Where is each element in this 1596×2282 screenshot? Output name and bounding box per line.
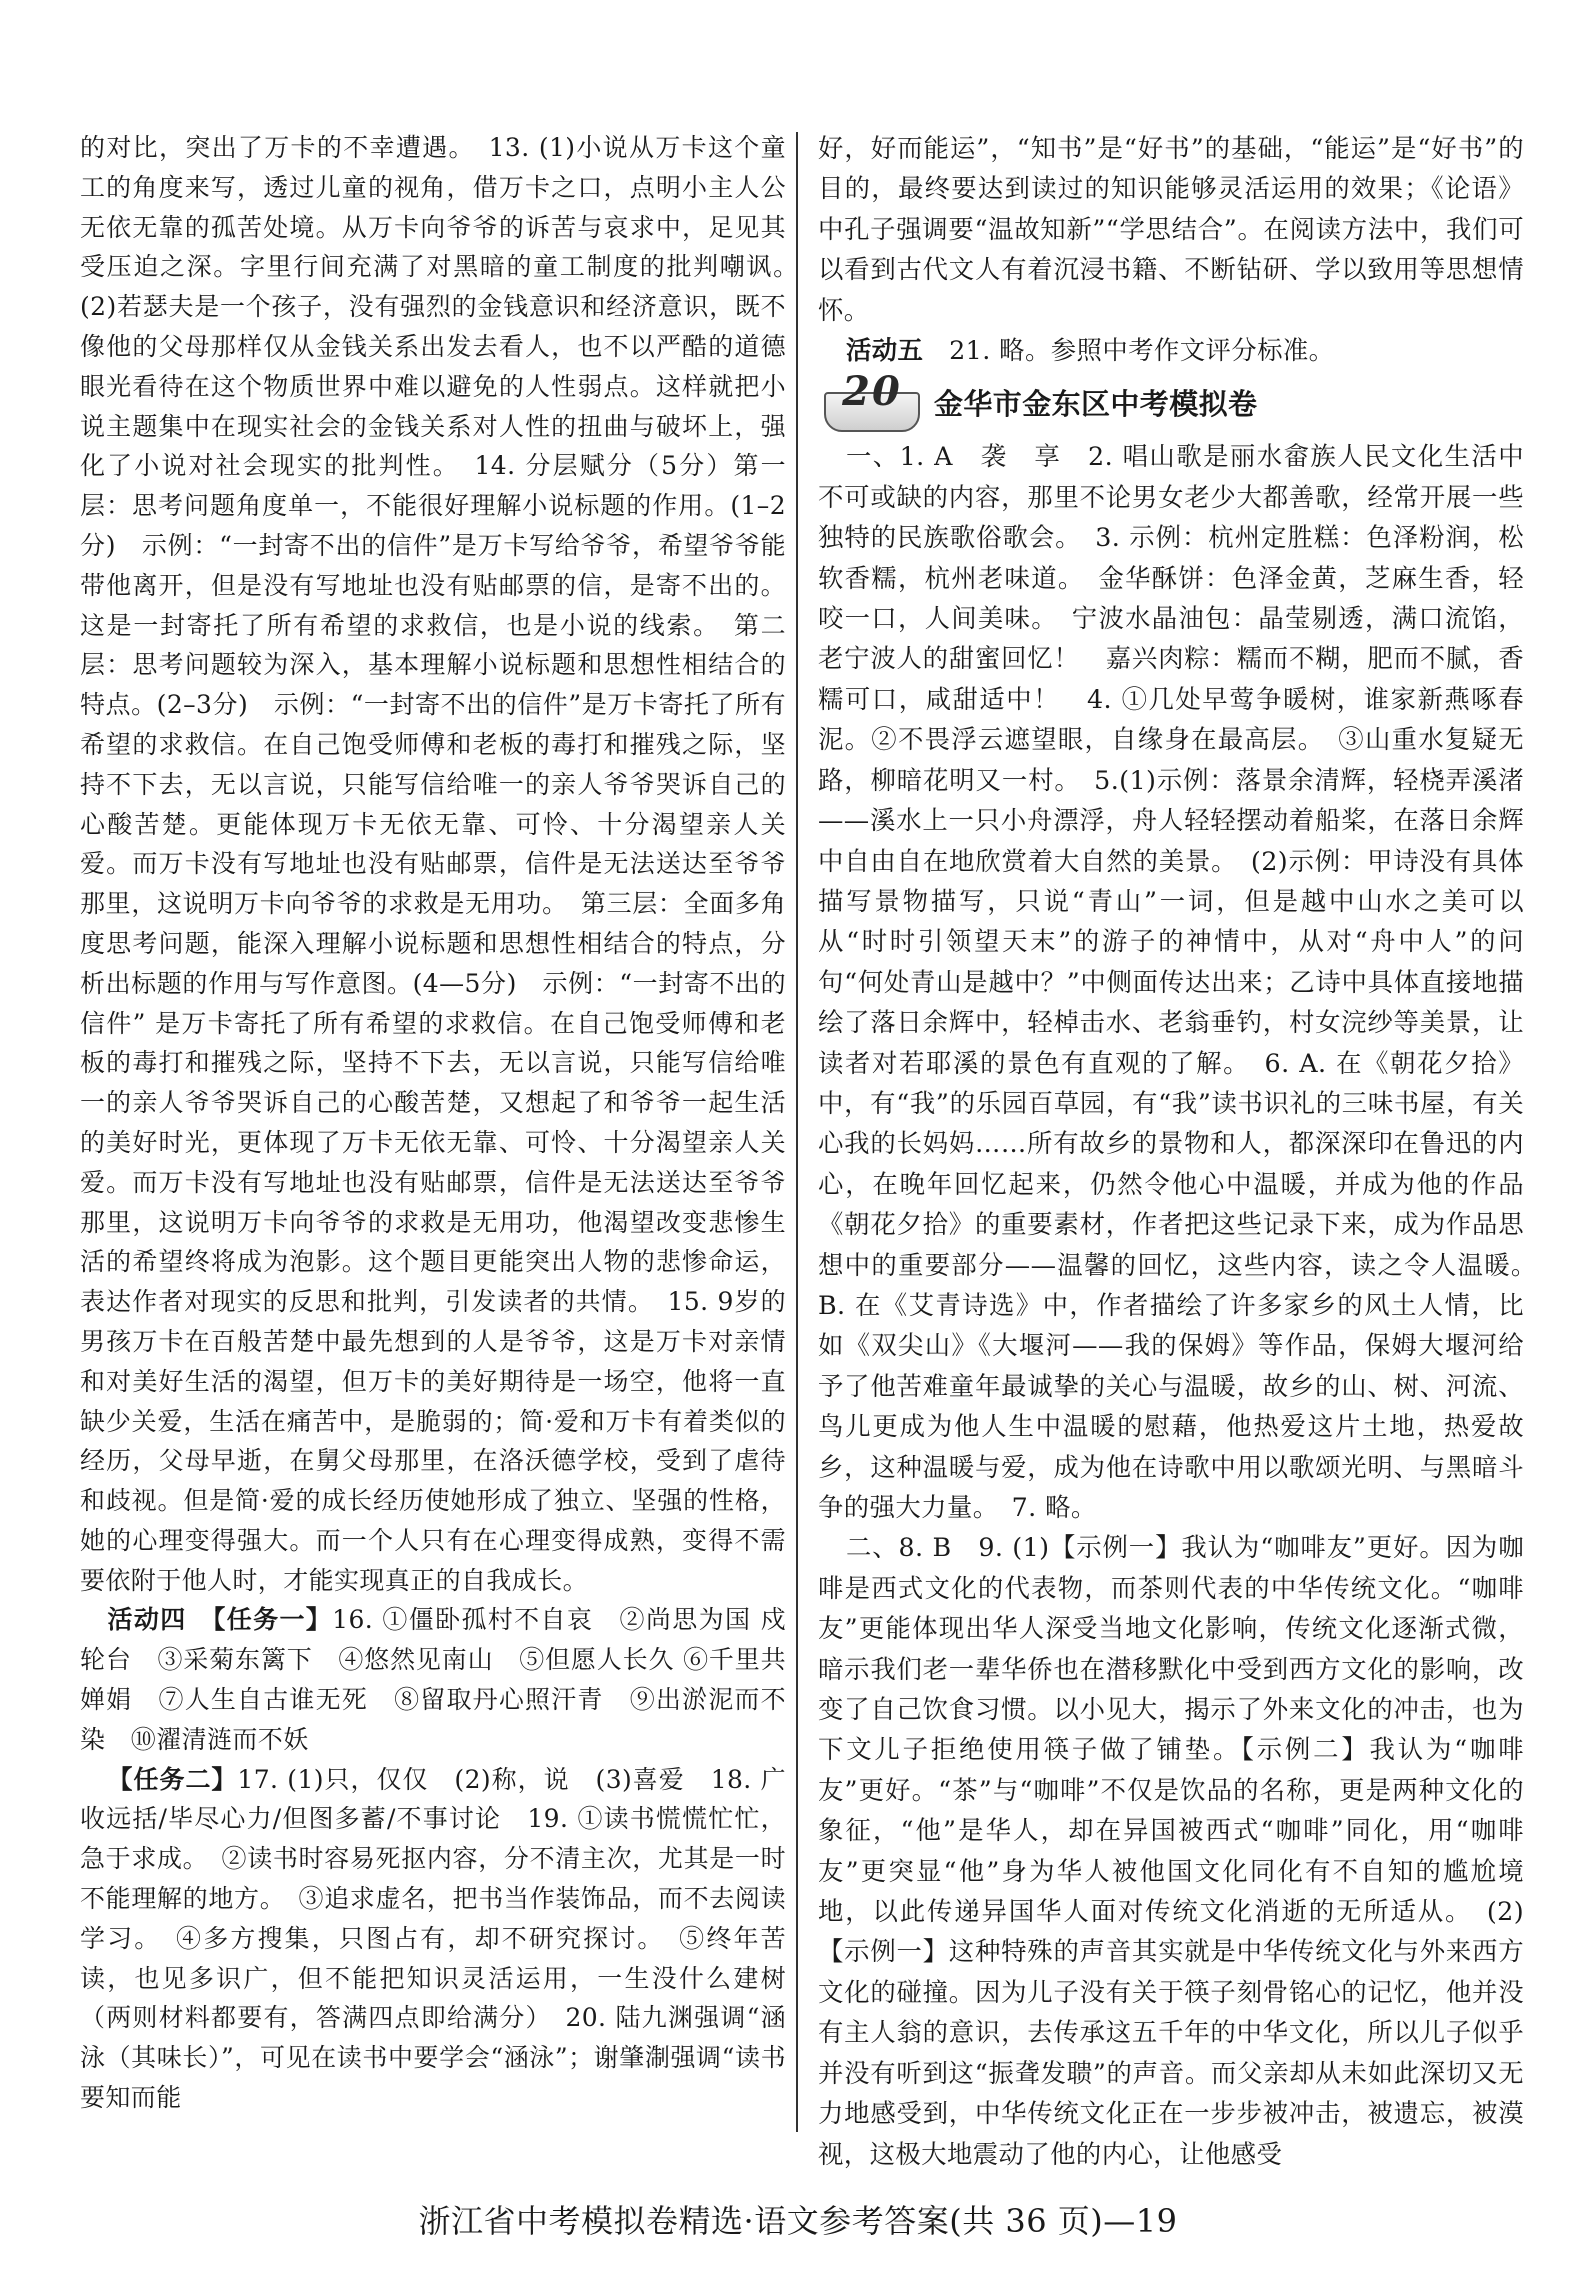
answer-paragraph: 的对比，突出了万卡的不幸遭遇。 13. (1)小说从万卡这个童工的角度来写，透过儿童的视角，借万卡之口，点明小主人公无依无靠的孤苦处境。从万卡向爷爷的诉苦与哀求中，足见其受压迫之深。字里行间充满了对黑暗的童工制度的批判嘲讽。 (2)若瑟夫是一个孩子，没有强烈的金钱意识和经济意识，既不像他的父母那样仅从金钱关系出发去看人，也不以严酷的道德眼光看待在这个物质世界中难以避免的人性弱点。这样就把小说主题集中在现实社会的金钱关系对人性的扭曲与破坏上，强化了小说对社会现实的批判性。 14. 分层赋分（5分）第一层：思考问题角度单一，不能很好理解小说标题的作用。(1–2分) 示例：“一封寄不出的信件”是万卡写给爷爷，希望爷爷能带他离开，但是没有写地址也没有贴邮票的信，是寄不出的。这是一封寄托了所有希望的求救信，也是小说的线索。 第二层：思考问题较为深入，基本理解小说标题和思想性相结合的特点。(2–3分) 示例：“一封寄不出的信件”是万卡寄托了所有希望的求救信。在自己饱受师傅和老板的毒打和摧残之际，坚持不下去，无以言说，只能写信给唯一的亲人爷爷哭诉自己的心酸苦楚。更能体现万卡无依无靠、可怜、十分渴望亲人关爱。而万卡没有写地址也没有贴邮票，信件是无法送达至爷爷那里，这说明万卡向爷爷的求救是无用功。 第三层：全面多角度思考问题，能深入理解小说标题和思想性相结合的特点，分析出标题的作用与写作意图。(4—5分) 示例：“一封寄不出的信件” 是万卡寄托了所有希望的求救信。在自己饱受师傅和老板的毒打和摧残之际，坚持不下去，无以言说，只能写信给唯一的亲人爷爷哭诉自己的心酸苦楚，又想起了和爷爷一起生活的美好时光，更体现了万卡无依无靠、可怜、十分渴望亲人关爱。而万卡没有写地址也没有贴邮票，信件是无法送达至爷爷那里，这说明万卡向爷爷的求救是无用功，他渴望改变悲惨生活的希望终将成为泡影。这个题目更能突出人物的悲惨命运，表达作者对现实的反思和批判，引发读者的共情。 15. 9岁的男孩万卡在百般苦楚中最先想到的人是爷爷，这是万卡对亲情和对美好生活的渴望，但万卡的美好期待是一场空，他将一直缺少关爱，生活在痛苦中，是脆弱的；简·爱和万卡有着类似的经历，父母早逝，在舅父母那里，在洛沃德学校，受到了虐待和歧视。但是简·爱的成长经历使她形成了独立、坚强的性格，她的心理变得强大。而一个人只有在心理变得成熟，变得不需要依附于他人时，才能实现真正的自我成长。 [80,133,812,1595]
right-column [818,128,1550,2174]
section-number: 20 [842,368,902,416]
task2-label: 【任务二】 [107,1764,238,1794]
section-header [822,368,1524,436]
activity5-paragraph [818,330,1524,370]
task2-paragraph [80,1760,786,2118]
task1-answers: 16. ①僵卧孤村不自哀 ②尚思为国 戍轮台 ③采菊东篱下 ④悠然见南山 ⑤但愿人长久 ⑥千里共婵娟 ⑦人生自古谁无死 ⑧留取丹心照汗青 ⑨出淤泥而不染 ⑩濯清涟而不妖 [80,1605,786,1754]
answer-paragraph: 好，好而能运”，“知书”是“好书”的基础，“能运”是“好书”的目的，最终要达到读过的知识能够灵活运用的效果；《论语》中孔子强调要“温故知新”“学思结合”。在阅读方法中，我们可以看到古代文人有着沉浸书籍、不断钻研、学以致用等思想情怀。 [818,133,1524,325]
answer-paragraph: 二、8. B 9. (1)【示例一】我认为“咖啡友”更好。因为咖啡是西式文化的代表物，而茶则代表的中华传统文化。“咖啡友”更能体现出华人深受当地文化影响，传统文化逐渐式微，暗示我们老一辈华侨也在潜移默化中受到西方文化的影响，改变了自己饮食习惯。以小见大，揭示了外来文化的冲击，也为下文儿子拒绝使用筷子做了铺垫。【示例二】我认为“咖啡友”更好。“茶”与“咖啡”不仅是饮品的名称，更是两种文化的象征，“他”是华人，却在异国被西式“咖啡”同化，用“咖啡友”更突显“他”身为华人被他国文化同化有不自知的尴尬境地，以此传递异国华人面对传统文化消逝的无所适从。 (2)【示例一】这种特殊的声音其实就是中华传统文化与外来西方文化的碰撞。因为儿子没有关于筷子刻骨铭心的记忆，他并没有主人翁的意识，去传承这五千年的中华文化，所以儿子似乎并没有听到这“振聋发聩”的声音。而父亲却从未如此深切又无力地感受到，中华传统文化正在一步步被冲击，被遗忘，被漠视，这极大地震动了他的内心，让他感受 [818,1532,1524,2169]
activity4-paragraph [80,1600,786,1759]
task2-answers: 17. (1)只，仅仅 (2)称，说 (3)喜爱 18. 广收远括/毕尽心力/但图多蓄/不事讨论 19. ①读书慌慌忙忙，急于求成。 ②读书时容易死抠内容，分不清主次，尤其是一时不能理解的地方。 ③追求虚名，把书当作装饰品，而不去阅读学习。 ④多方搜集，只图占有，却不研究探讨。 ⑤终年苦读，也见多识广，但不能把知识灵活运用，一生没什么建树（两则材料都要有，答满四点即给满分） 20. 陆九渊强调“涵泳（其味长）”，可见在读书中要学会“涵泳”；谢肇淛强调“读书要知而能 [80,1764,786,2113]
left-column [80,128,812,2118]
task1-label: 【任务一】 [212,1605,333,1635]
activity4-heading: 活动四 [107,1605,187,1635]
answer-paragraph: 一、1. A 袭 享 2. 唱山歌是丽水畲族人民文化生活中不可或缺的内容，那里不论男女老少大都善歌，经常开展一些独特的民族歌俗歌会。 3. 示例：杭州定胜糕：色泽粉润，松软香糯，杭州老味道。 金华酥饼：色泽金黄，芝麻生香，轻咬一口，人间美味。 宁波水晶油包：晶莹剔透，满口流馅，老宁波人的甜蜜回忆！ 嘉兴肉粽：糯而不糊，肥而不腻，香糯可口，咸甜适中！ 4. ①几处早莺争暖树，谁家新燕啄春泥。②不畏浮云遮望眼，自缘身在最高层。 ③山重水复疑无路，柳暗花明又一村。 5.(1)示例：落景余清辉，轻桡弄溪渚——溪水上一只小舟漂浮，舟人轻轻摆动着船桨，在落日余辉中自由自在地欣赏着大自然的美景。 (2)示例：甲诗没有具体描写景物描写，只说“青山”一词，但是越中山水之美可以从“时时引领望天末”的游子的神情中，从对“舟中人”的问句“何处青山是越中？”中侧面传达出来；乙诗中具体直接地描绘了落日余辉中，轻棹击水、老翁垂钓，村女浣纱等美景，让读者对若耶溪的景色有直观的了解。 6. A. 在《朝花夕拾》中，有“我”的乐园百草园，有“我”读书识礼的三味书屋，有关心我的长妈妈……所有故乡的景物和人，都深深印在鲁迅的内心，在晚年回忆起来，仍然令他心中温暖，并成为他的作品《朝花夕拾》的重要素材，作者把这些记录下来，成为作品思想中的重要部分——温馨的回忆，这些内容，读之令人温暖。 B. 在《艾青诗选》中，作者描绘了许多家乡的风土人情，比如《双尖山》《大堰河——我的保姆》等作品，保姆大堰河给予了他苦难童年最诚挚的关心与温暖，故乡的山、树、河流、鸟儿更成为他人生中温暖的慰藉，他热爱这片土地，热爱故乡，这种温暖与爱，成为他在诗歌中用以歌颂光明、与黑暗斗争的强大力量。 7. 略。 [818,441,1550,1522]
column-divider [796,132,798,2132]
book-badge-icon [822,368,918,432]
activity5-heading: 活动五 [845,335,924,366]
page-footer: 浙江省中考模拟卷精选·语文参考答案(共 36 页)—19 [418,2202,1178,2240]
activity5-answer: 21. 略。参照中考作文评分标准。 [949,335,1335,366]
section-title: 金华市金东区中考模拟卷 [934,387,1258,422]
